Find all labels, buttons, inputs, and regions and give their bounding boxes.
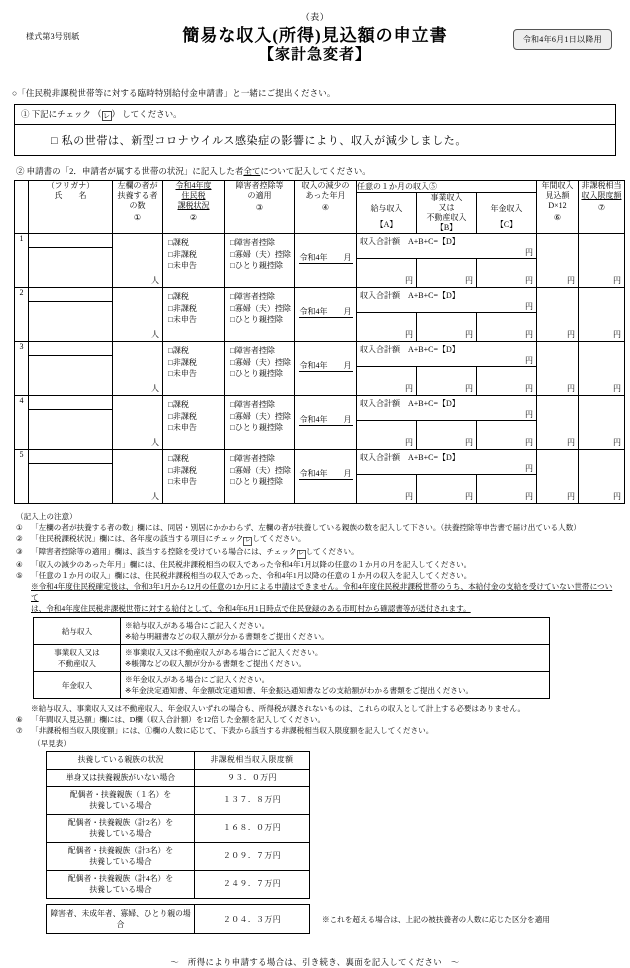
- annual-income-field[interactable]: [537, 450, 579, 504]
- tax-option-1[interactable]: □非課税: [168, 411, 197, 421]
- header-furigana-label: （フリガナ）: [46, 181, 95, 190]
- business-input[interactable]: [417, 421, 477, 449]
- income-total-row[interactable]: [357, 342, 536, 367]
- unit-person: 人: [151, 492, 159, 501]
- income-type-salary-label: 給与収入: [34, 618, 121, 645]
- applicant-table: [14, 180, 625, 504]
- instruction-item-4: [16, 559, 616, 570]
- pension-input[interactable]: [477, 259, 536, 287]
- income-type-salary-desc: [121, 618, 550, 645]
- unit-yen: 円: [525, 276, 533, 285]
- unit-yen: 円: [567, 330, 575, 339]
- instruction-item-2: [16, 533, 616, 546]
- header-tax-free-limit: [579, 181, 625, 234]
- special-case-amount: ２０４．３万円: [195, 905, 310, 934]
- decrease-month-field[interactable]: [295, 396, 357, 450]
- row-index: 1: [15, 234, 29, 288]
- header-tax-status: [163, 181, 225, 234]
- section-2-text-a: ② 申請書の「2．申請者が属する世帯の状況」に記入した者: [16, 166, 244, 176]
- decrease-month-field[interactable]: [295, 288, 357, 342]
- income-total-label: 収入合計額 A+B+C=【D】: [360, 291, 460, 300]
- name-field[interactable]: [29, 450, 113, 504]
- tax-option-1[interactable]: □非課税: [168, 249, 197, 259]
- disability-option-1[interactable]: □寡婦（夫）控除: [230, 357, 291, 367]
- unit-yen: 円: [525, 384, 533, 393]
- income-type-pension-desc: [121, 672, 550, 699]
- header-dependents-l1: 左欄の者が: [117, 181, 158, 190]
- business-input[interactable]: [417, 475, 477, 503]
- unit-yen: 円: [465, 330, 473, 339]
- unit-yen: 円: [613, 330, 621, 339]
- business-input[interactable]: [417, 259, 477, 287]
- disability-option-0[interactable]: □障害者控除: [230, 346, 275, 355]
- pension-input[interactable]: [477, 367, 536, 395]
- instruction-2-mark: ②: [16, 534, 23, 543]
- dependents-field[interactable]: [113, 288, 163, 342]
- unit-yen: 円: [525, 356, 533, 365]
- quick-situation: 配偶者・扶養親族（計4名）を 扶養している場合: [47, 871, 195, 899]
- pension-desc-line-2: ※年金決定通知書、年金額改定通知書、年金振込通知書などの支給額がわかる書類をご提出ください。: [125, 686, 474, 695]
- annual-income-field[interactable]: [537, 288, 579, 342]
- section-1-instruction: [15, 105, 615, 125]
- quick-table-label: （早見表）: [33, 739, 71, 748]
- disability-option-0[interactable]: □障害者控除: [230, 400, 275, 409]
- disability-option-1[interactable]: □寡婦（夫）控除: [230, 249, 291, 259]
- instruction-4-text: 「収入の減少のあった年月」欄には、住民税非課税相当の収入であった令和4年1月以降の任意の１か月の月を記入してください。: [31, 560, 472, 569]
- salary-desc-line-1: ※給与収入がある場合にご記入ください。: [125, 621, 270, 630]
- row-index: 5: [15, 450, 29, 504]
- header-monthly-income-group: 任意の１か月の収入⑤: [357, 181, 537, 193]
- table-body: [15, 234, 625, 504]
- underlined-note-line-1: ※令和4年度住民税確定後は、令和3年1月から12月の任意の1か月による申請はできません。令和4年度住民税非課税世帯のうち、本給付金の支給を受けていない世帯について: [31, 582, 613, 602]
- header-decrease-num: ④: [321, 203, 330, 212]
- unit-yen: 円: [567, 384, 575, 393]
- header-disability: [225, 181, 295, 234]
- tax-option-1[interactable]: □非課税: [168, 465, 197, 475]
- tax-free-limit-field[interactable]: [579, 450, 625, 504]
- unit-yen: 円: [613, 384, 621, 393]
- income-type-business-desc: [121, 645, 550, 672]
- salary-input[interactable]: [357, 421, 417, 449]
- decrease-month-field[interactable]: [295, 450, 357, 504]
- instruction-5-text: 「任意の１か月の収入」欄には、住民税非課税相当の収入であった、令和4年1月以降の任意の１か月の収入を記入してください。: [31, 571, 472, 580]
- disability-option-0[interactable]: □障害者控除: [230, 292, 275, 301]
- table-row: [47, 787, 310, 815]
- furigana-input[interactable]: [29, 396, 112, 410]
- tax-status-field[interactable]: [163, 396, 225, 450]
- unit-yen: 円: [405, 330, 413, 339]
- section-2-text-underline: 全て: [243, 166, 261, 176]
- disability-field[interactable]: [225, 342, 295, 396]
- monthly-income-group-cell: [357, 342, 537, 396]
- pension-desc-line-1: ※年金収入がある場合にご記入ください。: [125, 675, 270, 684]
- special-case-row: [46, 904, 630, 934]
- year-month-label: 令和4年 月: [299, 469, 352, 478]
- instruction-3-text: [31, 546, 616, 559]
- unit-yen: 円: [567, 276, 575, 285]
- quick-amount: １６８．０万円: [195, 815, 310, 843]
- salary-input[interactable]: [357, 313, 417, 341]
- tax-status-field[interactable]: [163, 288, 225, 342]
- tax-free-limit-field[interactable]: [579, 234, 625, 288]
- unit-person: 人: [151, 438, 159, 447]
- unit-yen: 円: [405, 438, 413, 447]
- unit-yen: 円: [567, 492, 575, 501]
- salary-input[interactable]: [357, 259, 417, 287]
- unit-yen: 円: [525, 330, 533, 339]
- tax-option-2[interactable]: □未申告: [168, 369, 197, 379]
- quick-table-header-row: [47, 752, 310, 770]
- instruction-7-text: 「非課税相当収入限度額」には、①欄の人数に応じて、下表から該当する非課税相当収入限度額を記入してください。: [31, 726, 434, 735]
- instruction-3-mark: ③: [16, 547, 23, 556]
- header-dependents: [113, 181, 163, 234]
- unit-yen: 円: [525, 438, 533, 447]
- header-business-l2: 又は: [438, 203, 455, 212]
- instructions-section-2: [16, 703, 616, 736]
- unit-yen: 円: [613, 438, 621, 447]
- table-row: [15, 288, 625, 342]
- table-row: [47, 843, 310, 871]
- quick-amount: ２４９．７万円: [195, 871, 310, 899]
- income-type-business-label: [34, 645, 121, 672]
- header-salary: [357, 193, 417, 234]
- header-annual-l3: D×12: [548, 201, 567, 210]
- table-row: [34, 672, 550, 699]
- quick-situation: 単身又は扶養親族がいない場合: [47, 769, 195, 787]
- header-tax-l2: 住民税: [181, 191, 206, 200]
- header-annual-l1: 年間収入: [541, 181, 574, 190]
- furigana-input[interactable]: [29, 288, 112, 302]
- salary-input[interactable]: [357, 367, 417, 395]
- tax-option-1[interactable]: □非課税: [168, 303, 197, 313]
- header-annual-num: ⑥: [553, 213, 562, 222]
- header-limit-l1: 非課税相当: [581, 181, 622, 190]
- instruction-1-text: 「左欄の者が扶養する者の数」欄には、同居・別居にかかわらず、左欄の者が扶養している親族の数を記入して下さい。（扶養控除等申告書で届け出ている人数）: [31, 523, 581, 532]
- year-month-label: 令和4年 月: [299, 415, 352, 424]
- header-annual-income: [537, 181, 579, 234]
- page-side-label: （表）: [300, 12, 330, 22]
- quick-amount: ９３．０万円: [195, 769, 310, 787]
- annual-income-field[interactable]: [537, 396, 579, 450]
- tax-status-field[interactable]: [163, 342, 225, 396]
- row-index: 2: [15, 288, 29, 342]
- table-row: [15, 396, 625, 450]
- disability-option-2[interactable]: □ひとり親控除: [230, 477, 283, 487]
- tax-option-2[interactable]: □未申告: [168, 423, 197, 433]
- section-2-instruction: [16, 165, 630, 177]
- year-month-label: 令和4年 月: [299, 307, 352, 316]
- unit-yen: 円: [525, 464, 533, 473]
- header-business-mark: 【B】: [435, 223, 458, 232]
- check-mark-icon: レ: [244, 538, 251, 544]
- unit-yen: 円: [405, 492, 413, 501]
- header-disability-num: ③: [255, 203, 264, 212]
- business-desc-line-2: ※帳簿などの収入額が分かる書類をご提出ください。: [125, 659, 307, 668]
- header-business-l1: 事業収入: [430, 193, 463, 202]
- disability-field[interactable]: [225, 234, 295, 288]
- monthly-income-group-cell: [357, 396, 537, 450]
- business-label-l2: 不動産収入: [58, 659, 96, 668]
- year-month-label: 令和4年 月: [299, 361, 352, 370]
- header-pension-mark: 【C】: [495, 220, 518, 229]
- quick-situation: 配偶者・扶養親族（計2名）を 扶養している場合: [47, 815, 195, 843]
- income-total-row[interactable]: [357, 396, 536, 421]
- dependents-field[interactable]: [113, 234, 163, 288]
- instruction-item-5: [16, 570, 616, 581]
- tax-status-field[interactable]: [163, 450, 225, 504]
- validity-badge: 令和4年6月1日以降用: [513, 29, 612, 50]
- unit-person: 人: [151, 276, 159, 285]
- header-salary-mark: 【A】: [375, 220, 398, 229]
- quick-header-situation: 扶養している親族の状況: [47, 752, 195, 770]
- disability-option-1[interactable]: □寡婦（夫）控除: [230, 465, 291, 475]
- business-input[interactable]: [417, 367, 477, 395]
- disability-option-0[interactable]: □障害者控除: [230, 454, 275, 463]
- disability-option-1[interactable]: □寡婦（夫）控除: [230, 411, 291, 421]
- instruction-item-6: [16, 714, 616, 725]
- tax-option-0[interactable]: □課税: [168, 238, 189, 247]
- income-total-row[interactable]: [357, 450, 536, 475]
- dependents-field[interactable]: [113, 342, 163, 396]
- furigana-input[interactable]: [29, 234, 112, 248]
- income-total-row[interactable]: [357, 234, 536, 259]
- header-tax-l3: 課税状況: [177, 201, 210, 210]
- monthly-income-group-cell: [357, 288, 537, 342]
- unit-yen: 円: [465, 492, 473, 501]
- tax-free-limit-field[interactable]: [579, 342, 625, 396]
- dependents-field[interactable]: [113, 450, 163, 504]
- tax-option-1[interactable]: □非課税: [168, 357, 197, 367]
- disability-field[interactable]: [225, 288, 295, 342]
- quick-amount: ２０９．７万円: [195, 843, 310, 871]
- annual-income-field[interactable]: [537, 234, 579, 288]
- header-business-l3: 不動産収入: [426, 213, 467, 222]
- furigana-input[interactable]: [29, 450, 112, 464]
- quick-header-amount: 非課税相当収入限度額: [195, 752, 310, 770]
- disability-option-2[interactable]: □ひとり親控除: [230, 315, 283, 325]
- unit-yen: 円: [465, 438, 473, 447]
- header-salary-label: 給与収入: [370, 204, 403, 213]
- tax-status-field[interactable]: [163, 234, 225, 288]
- form-number: 様式第3号別紙: [26, 32, 80, 41]
- income-type-pension-label: 年金収入: [34, 672, 121, 699]
- form-page: [0, 10, 630, 968]
- section-2-text-b: について記入してください。: [260, 166, 371, 176]
- annual-income-field[interactable]: [537, 342, 579, 396]
- table-row: [47, 769, 310, 787]
- monthly-income-group-cell: [357, 234, 537, 288]
- header-limit-num: ⑦: [597, 203, 606, 212]
- disability-field[interactable]: [225, 396, 295, 450]
- quick-amount: １３７．８万円: [195, 787, 310, 815]
- instruction-item-3: [16, 546, 616, 559]
- salary-desc-line-2: ※給与明細書などの収入額が分かる書類をご提出ください。: [125, 632, 329, 641]
- table-row: [15, 342, 625, 396]
- business-desc-line-1: ※事業収入又は不動産収入がある場合にご記入ください。: [125, 648, 323, 657]
- instruction-3-pre: 「障害者控除等の適用」欄は、該当する控除を受けている場合には、チェック: [31, 547, 297, 556]
- name-field[interactable]: [29, 288, 113, 342]
- header-name: [29, 181, 113, 234]
- instructions-title: （記入上の注意）: [16, 512, 77, 521]
- tax-option-0[interactable]: □課税: [168, 346, 189, 355]
- document-title: 簡易な収入(所得)見込額の申立書: [182, 26, 448, 45]
- pension-input[interactable]: [477, 421, 536, 449]
- header-dependents-l3: の数: [129, 201, 146, 210]
- income-total-label: 収入合計額 A+B+C=【D】: [360, 237, 460, 246]
- disability-field[interactable]: [225, 450, 295, 504]
- header-dependents-num: ①: [133, 213, 142, 222]
- instruction-2-post: してください。: [252, 534, 306, 543]
- header-pension: [477, 193, 537, 234]
- instruction-item-1: [16, 522, 616, 533]
- header-name-label: 氏 名: [54, 191, 87, 200]
- special-case-note: ※これを超える場合は、上記の被扶養者の人数に応じた区分を適用: [322, 914, 550, 924]
- disability-option-2[interactable]: □ひとり親控除: [230, 261, 283, 271]
- check-mark-icon: レ: [103, 112, 110, 120]
- income-type-table: [33, 617, 550, 699]
- underlined-note-line-2: は、令和4年度住民税非課税世帯に対する給付として、令和4年6月1日時点で住民登録のある市町村から確認書等が送付されます。: [31, 604, 471, 613]
- tax-option-0[interactable]: □課税: [168, 454, 189, 463]
- table-row: [47, 871, 310, 899]
- instructions-section: [16, 511, 616, 614]
- instruction-6-text: 「年間収入見込額」欄には、D欄（収入合計額）を12倍した金額を記入してください。: [31, 715, 326, 724]
- tax-option-2[interactable]: □未申告: [168, 477, 197, 487]
- disability-option-1[interactable]: □寡婦（夫）控除: [230, 303, 291, 313]
- unit-yen: 円: [525, 248, 533, 257]
- header-dependents-l2: 扶養する者: [117, 191, 158, 200]
- header-disability-l2: の適用: [247, 191, 272, 200]
- section-1-box: [14, 104, 616, 156]
- document-subtitle: 【家計急変者】: [258, 47, 371, 64]
- submission-note: ○「住民税非課税世帯等に対する臨時特別給付金申請書」と一緒にご提出ください。: [12, 88, 336, 98]
- instruction-3-post: してください。: [305, 547, 359, 556]
- section-1-instruction-suffix: ） してください。: [111, 109, 182, 119]
- business-label-l1: 事業収入又は: [54, 648, 100, 657]
- table-row: [47, 905, 310, 934]
- table-header-row-1: [15, 181, 625, 193]
- tax-option-0[interactable]: □課税: [168, 400, 189, 409]
- header-limit-l2: 収入限度額: [581, 191, 622, 200]
- decrease-month-field[interactable]: [295, 234, 357, 288]
- tax-option-2[interactable]: □未申告: [168, 261, 197, 271]
- unit-yen: 円: [525, 492, 533, 501]
- unit-yen: 円: [405, 276, 413, 285]
- disability-option-0[interactable]: □障害者控除: [230, 238, 275, 247]
- furigana-input[interactable]: [29, 342, 112, 356]
- unit-yen: 円: [525, 410, 533, 419]
- header-decrease-l2: あった年月: [305, 191, 346, 200]
- document-header: [0, 25, 630, 77]
- unit-yen: 円: [613, 492, 621, 501]
- instruction-6-mark: ⑥: [16, 715, 23, 724]
- header-disability-l1: 障害者控除等: [235, 181, 284, 190]
- income-total-label: 収入合計額 A+B+C=【D】: [360, 399, 460, 408]
- income-total-label: 収入合計額 A+B+C=【D】: [360, 453, 460, 462]
- quick-table-body: [47, 769, 310, 899]
- tax-option-0[interactable]: □課税: [168, 292, 189, 301]
- section-1-checkbox-label: 私の世帯は、新型コロナウイルス感染症の影響により、収入が減少しました。: [61, 135, 467, 147]
- header-decrease-month: [295, 181, 357, 234]
- name-field[interactable]: [29, 234, 113, 288]
- section-1-checkbox-row[interactable]: □ 私の世帯は、新型コロナウイルス感染症の影響により、収入が減少しました。: [51, 135, 467, 147]
- instruction-4-mark: ④: [16, 560, 23, 569]
- tax-option-2[interactable]: □未申告: [168, 315, 197, 325]
- tax-free-limit-field[interactable]: [579, 288, 625, 342]
- row-index: 4: [15, 396, 29, 450]
- unit-yen: 円: [465, 384, 473, 393]
- header-business: [417, 193, 477, 234]
- name-field[interactable]: [29, 342, 113, 396]
- special-case-situation: 障害者、未成年者、寡婦、ひとり親の場合: [47, 905, 195, 934]
- header-tax-l1: 令和4年度: [175, 181, 212, 190]
- monthly-income-group-cell: [357, 450, 537, 504]
- pension-input[interactable]: [477, 475, 536, 503]
- instruction-item-7: [16, 725, 616, 736]
- instruction-7-mark: ⑦: [16, 726, 23, 735]
- unit-yen: 円: [465, 276, 473, 285]
- unit-yen: 円: [567, 438, 575, 447]
- disability-option-2[interactable]: □ひとり親控除: [230, 423, 283, 433]
- unit-person: 人: [151, 384, 159, 393]
- after-income-note: ※給与収入、事業収入又は不動産収入、年金収入いずれの場合も、所得税が課されないものは、これらの収入として計上する必要はありません。: [31, 704, 526, 713]
- unit-yen: 円: [525, 302, 533, 311]
- table-row: [34, 645, 550, 672]
- table-row: [47, 815, 310, 843]
- table-row: [15, 234, 625, 288]
- instruction-1-mark: ①: [16, 523, 23, 532]
- special-case-table: [46, 904, 310, 934]
- quick-situation: 配偶者・扶養親族（計3名）を 扶養している場合: [47, 843, 195, 871]
- instruction-5-mark: ⑤: [16, 571, 23, 580]
- section-1-instruction-prefix: ① 下記にチェック （: [21, 109, 102, 119]
- instruction-2-text: [31, 533, 616, 546]
- header-tax-num: ②: [189, 213, 198, 222]
- table-row: [15, 450, 625, 504]
- business-input[interactable]: [417, 313, 477, 341]
- unit-person: 人: [151, 330, 159, 339]
- header-annual-l2: 見込額: [545, 191, 570, 200]
- header-decrease-l1: 収入の減少の: [301, 181, 350, 190]
- salary-input[interactable]: [357, 475, 417, 503]
- table-row: [34, 618, 550, 645]
- unit-yen: 円: [405, 384, 413, 393]
- row-index: 3: [15, 342, 29, 396]
- name-field[interactable]: [29, 396, 113, 450]
- income-total-label: 収入合計額 A+B+C=【D】: [360, 345, 460, 354]
- unit-yen: 円: [613, 276, 621, 285]
- decrease-month-field[interactable]: [295, 342, 357, 396]
- header-pension-label: 年金収入: [490, 204, 523, 213]
- check-mark-icon: レ: [298, 551, 305, 557]
- year-month-label: 令和4年 月: [299, 253, 352, 262]
- header-index: [15, 181, 29, 234]
- page-footer: ～ 所得により申請する場合は、引き続き、裏面を記入してください ～: [170, 958, 460, 968]
- tax-free-limit-table: [46, 751, 310, 899]
- pension-input[interactable]: [477, 313, 536, 341]
- disability-option-2[interactable]: □ひとり親控除: [230, 369, 283, 379]
- dependents-field[interactable]: [113, 396, 163, 450]
- instruction-2-pre: 「住民税課税状況」欄には、各年度の該当する項目にチェック: [31, 534, 244, 543]
- tax-free-limit-field[interactable]: [579, 396, 625, 450]
- quick-situation: 配偶者・扶養親族（１名）を 扶養している場合: [47, 787, 195, 815]
- income-total-row[interactable]: [357, 288, 536, 313]
